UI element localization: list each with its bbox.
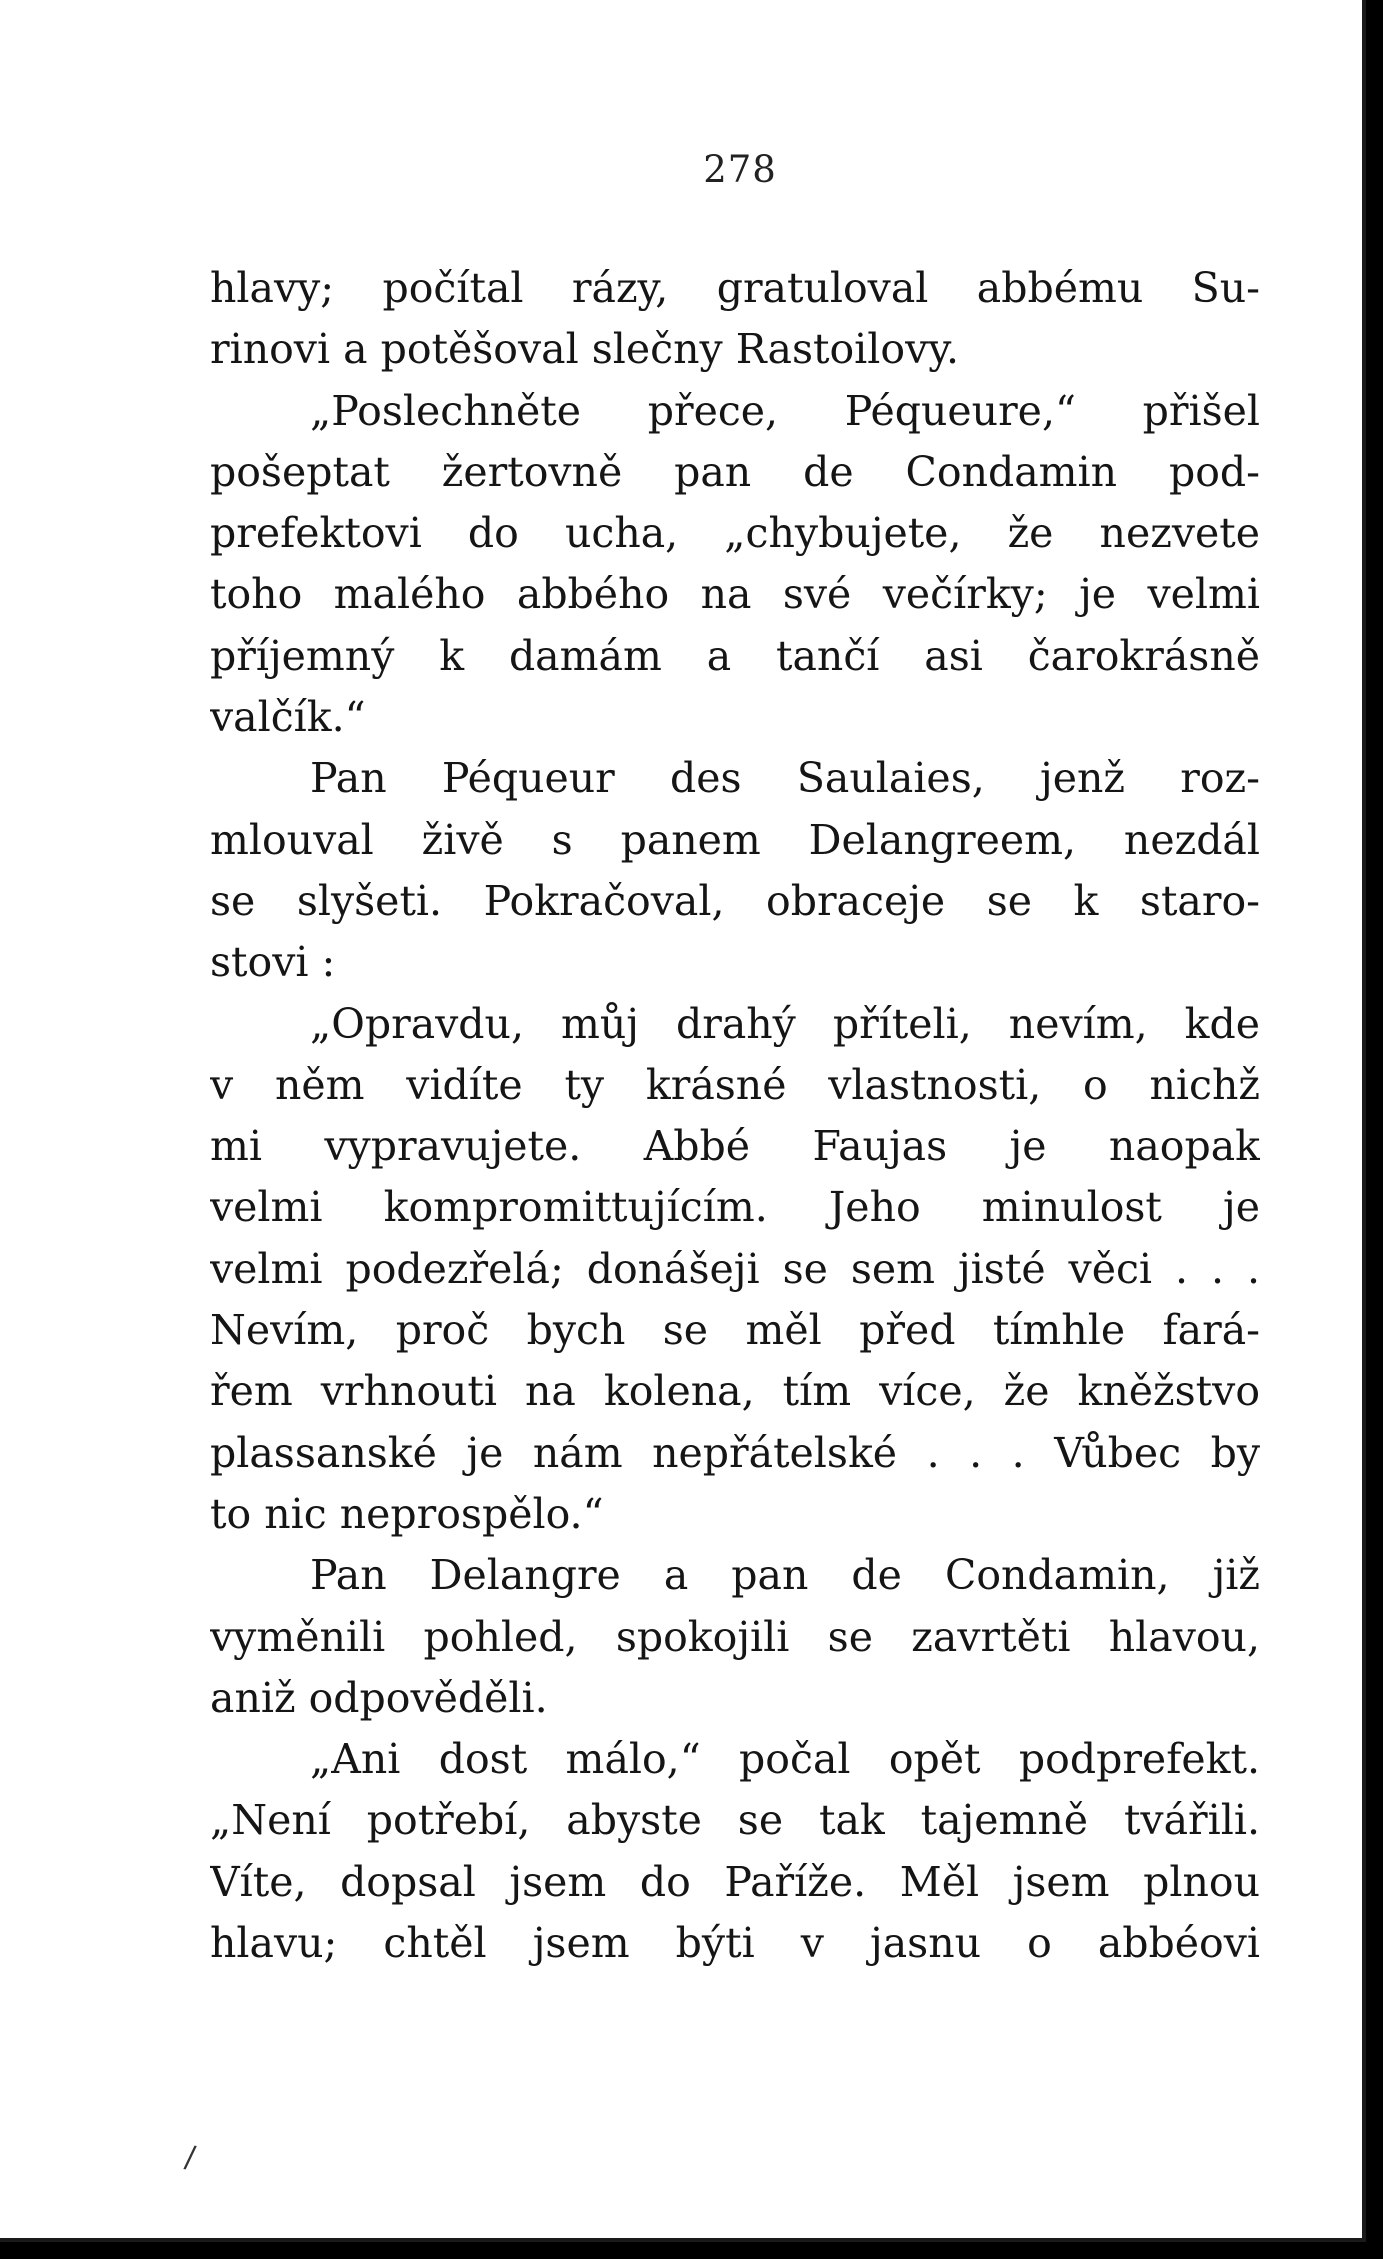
text-line: plassanské je nám nepřátelské . . . Vůbec by <box>210 1428 1260 1477</box>
text-line: v něm vidíte ty krásné vlastnosti, o nichž <box>210 1060 1260 1109</box>
text-line: stovi : <box>210 938 336 987</box>
text-line: to nic neprospělo.“ <box>210 1489 604 1538</box>
stray-pencil-mark: / <box>182 2139 198 2176</box>
text-line: „Poslechněte přece, Péqueure,“ přišel <box>310 386 1260 435</box>
text-line: rinovi a potěšoval slečny Rastoilovy. <box>210 325 959 374</box>
text-line: prefektovi do ucha, „chybujete, že nezvete <box>210 509 1260 558</box>
text-line: hlavu; chtěl jsem býti v jasnu o abbéovi <box>210 1919 1260 1968</box>
body-text <box>210 258 1260 1974</box>
text-line: Nevím, proč bych se měl před tímhle fará- <box>210 1306 1260 1355</box>
text-line: hlavy; počítal rázy, gratuloval abbému Su- <box>210 264 1260 312</box>
text-line: příjemný k damám a tančí asi čarokrásně <box>210 631 1260 680</box>
text-line: se slyšeti. Pokračoval, obraceje se k staro- <box>210 876 1260 925</box>
text-line: řem vrhnouti na kolena, tím více, že kněžstvo <box>210 1367 1260 1416</box>
page-number: 278 <box>703 148 777 191</box>
text-line: velmi kompromittujícím. Jeho minulost je <box>210 1183 1260 1232</box>
text-line: Pan Delangre a pan de Condamin, již <box>310 1551 1260 1600</box>
text-line: mi vypravujete. Abbé Faujas je naopak <box>210 1122 1260 1171</box>
text-line: „Opravdu, můj drahý příteli, nevím, kde <box>310 999 1260 1048</box>
text-line: Víte, dopsal jsem do Paříže. Měl jsem plnou <box>210 1857 1260 1906</box>
text-line: pošeptat žertovně pan de Condamin pod- <box>210 447 1260 496</box>
text-line: „Ani dost málo,“ počal opět podprefekt. <box>310 1735 1260 1784</box>
text-line: aniž odpověděli. <box>210 1673 548 1722</box>
text-line: valčík.“ <box>210 693 366 742</box>
text-line: vyměnili pohled, spokojili se zavrtěti hlavou, <box>210 1612 1260 1661</box>
text-line: velmi podezřelá; donášeji se sem jisté věci . . . <box>210 1244 1260 1293</box>
text-line: mlouval živě s panem Delangreem, nezdál <box>210 815 1260 864</box>
text-line: Pan Péqueur des Saulaies, jenž roz- <box>310 754 1260 803</box>
text-line: toho malého abbého na své večírky; je velmi <box>210 570 1260 619</box>
text-line: „Není potřebí, abyste se tak tajemně tvářili. <box>210 1796 1260 1845</box>
